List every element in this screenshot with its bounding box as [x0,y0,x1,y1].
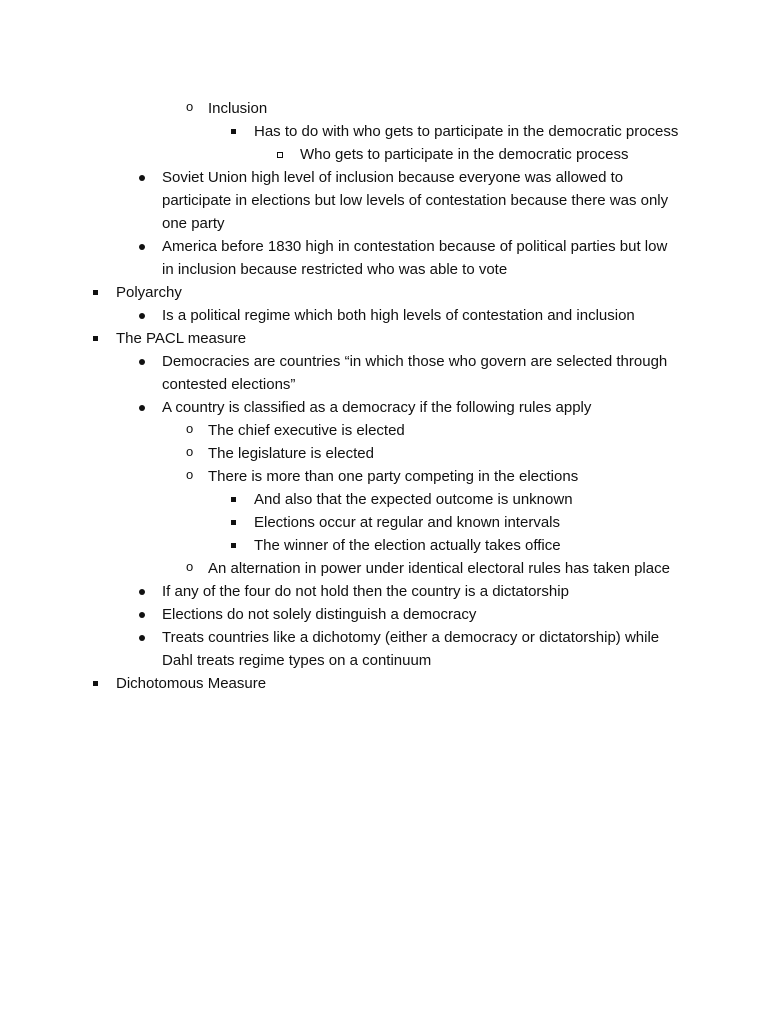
dot-bullet-icon [139,589,145,595]
outline-line: participate in elections but low levels of contestation because there was only [162,192,669,209]
outline-line: America before 1830 high in contestation because of political parties but low [162,238,668,255]
outline-line: And also that the expected outcome is unknown [254,491,573,508]
outline-line: Who gets to participate in the democratic process [300,146,629,163]
circle-bullet-icon: o [186,421,194,436]
outline-line: Soviet Union high level of inclusion because everyone was allowed to [162,169,624,186]
outline-line: Dahl treats regime types on a continuum [162,652,432,669]
square-bullet-icon [231,543,236,548]
dot-bullet-icon [139,635,145,641]
outline-line: in inclusion because restricted who was able to vote [162,261,508,278]
outline-line: The legislature is elected [208,445,374,462]
dot-bullet-icon [139,359,145,365]
dot-bullet-icon [139,244,145,250]
circle-bullet-icon: o [186,444,194,459]
circle-bullet-icon: o [186,467,194,482]
outline-line: contested elections” [162,376,296,393]
dot-bullet-icon [139,175,145,181]
square-bullet-icon [93,336,98,341]
outline-line: Has to do with who gets to participate in the democratic process [254,123,679,140]
dot-bullet-icon [139,612,145,618]
outline-line: A country is classified as a democracy if the following rules apply [162,399,592,416]
outline-line: There is more than one party competing in the elections [208,468,579,485]
outline-line: The chief executive is elected [208,422,405,439]
square-bullet-icon [93,290,98,295]
outline-line: An alternation in power under identical electoral rules has taken place [208,560,670,577]
outline-line: Treats countries like a dichotomy (either a democracy or dictatorship) while [162,629,660,646]
hollow-square-bullet-icon [277,152,283,158]
square-bullet-icon [231,520,236,525]
outline-line: The PACL measure [116,330,247,347]
circle-bullet-icon: o [186,559,194,574]
outline-line: Is a political regime which both high levels of contestation and inclusion [162,307,635,324]
outline-line: If any of the four do not hold then the country is a dictatorship [162,583,569,600]
outline-line: one party [162,215,225,232]
outline-line: Elections do not solely distinguish a democracy [162,606,477,623]
dot-bullet-icon [139,405,145,411]
outline-line: The winner of the election actually takes office [254,537,561,554]
square-bullet-icon [93,681,98,686]
square-bullet-icon [231,129,236,134]
outline-line: Polyarchy [116,284,182,301]
outline-line: Democracies are countries “in which those who govern are selected through [162,353,668,370]
dot-bullet-icon [139,313,145,319]
outline-line: Elections occur at regular and known intervals [254,514,560,531]
outline-line: Dichotomous Measure [116,675,267,692]
circle-bullet-icon: o [186,99,194,114]
outline-line: Inclusion [208,100,268,117]
square-bullet-icon [231,497,236,502]
